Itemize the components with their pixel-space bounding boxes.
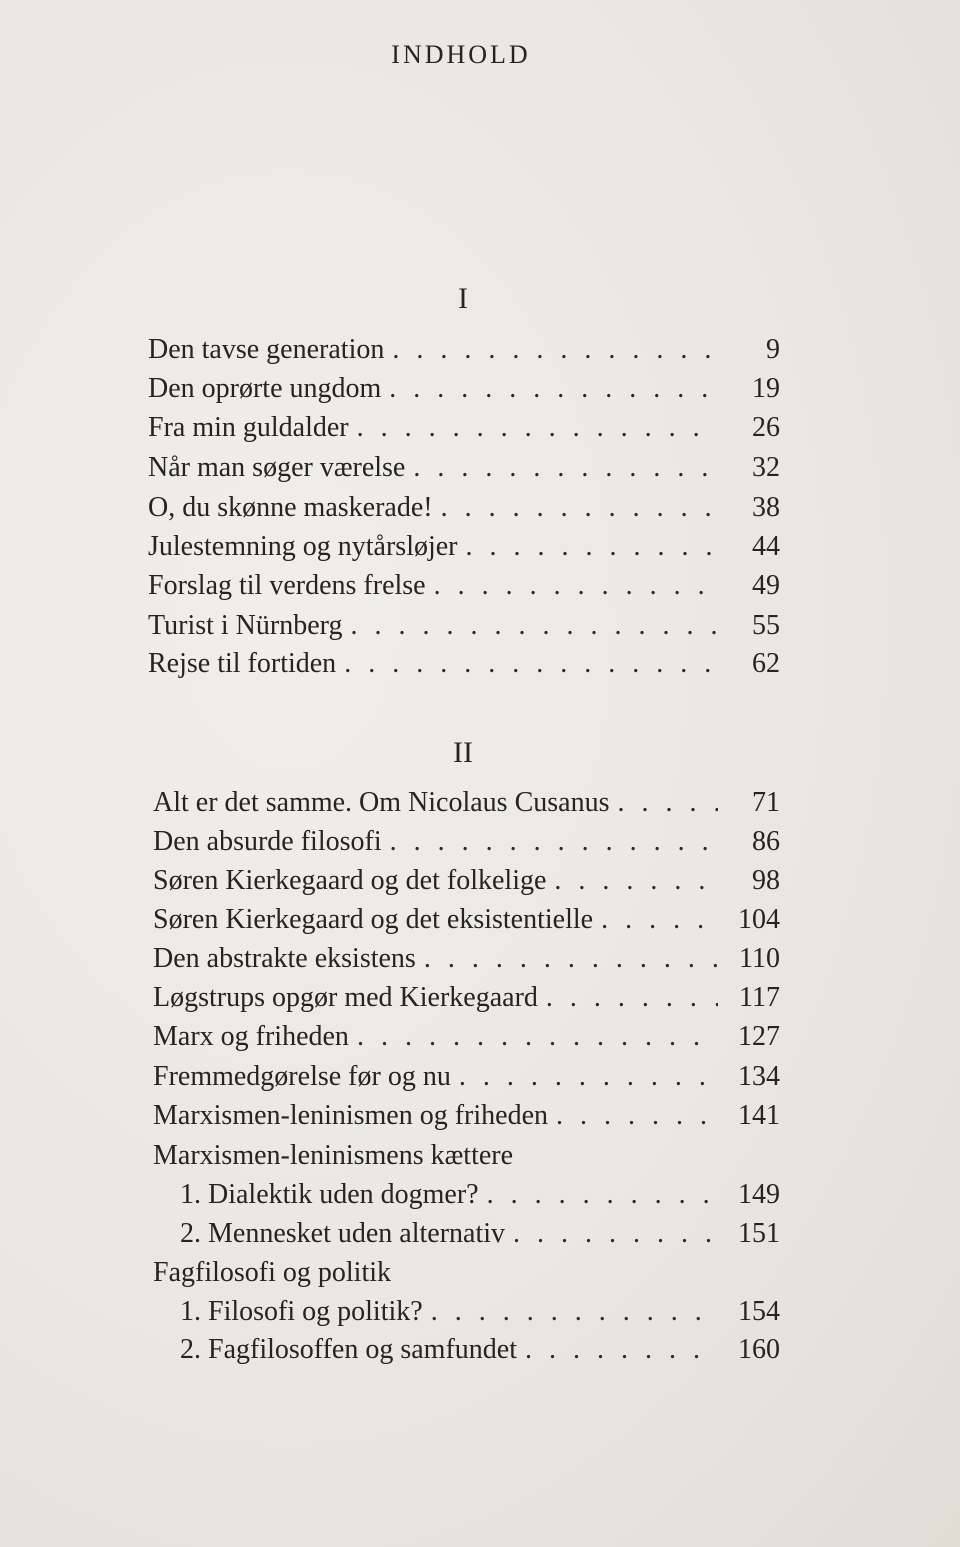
dot-leader — [392, 334, 718, 366]
toc-entry-title: 2. Mennesket uden alternativ — [180, 1218, 506, 1249]
dot-leader — [344, 648, 718, 680]
toc-entry — [148, 648, 780, 684]
toc-entry-title: Løgstrups opgør med Kierkegaard — [153, 982, 538, 1013]
dot-leader — [546, 982, 718, 1014]
toc-page-number: 26 — [752, 412, 780, 443]
toc-entry-title: 1. Filosofi og politik? — [180, 1296, 423, 1327]
toc-page-number: 55 — [752, 610, 780, 641]
dot-leader — [525, 1334, 718, 1366]
toc-page-number: 117 — [739, 982, 780, 1013]
toc-entry — [180, 1296, 780, 1332]
toc-entry — [148, 570, 780, 606]
toc-entry — [153, 982, 780, 1018]
toc-entry-title: Den oprørte ungdom — [148, 373, 382, 404]
dot-leader — [389, 373, 718, 405]
toc-entry-title: Rejse til fortiden — [148, 648, 337, 679]
toc-page-number: 86 — [752, 826, 780, 857]
toc-entry — [153, 904, 780, 940]
toc-entry — [180, 1334, 780, 1370]
toc-entry — [153, 943, 780, 979]
dot-leader — [357, 412, 718, 444]
dot-leader — [513, 1218, 718, 1250]
toc-entry-title: Søren Kierkegaard og det eksistentielle — [153, 904, 594, 935]
toc-entry — [153, 787, 780, 823]
section-heading-1: I — [458, 282, 468, 315]
toc-entry-title: Når man søger værelse — [148, 452, 406, 483]
dot-leader — [357, 1021, 718, 1053]
toc-page-number: 127 — [738, 1021, 780, 1052]
toc-page-number: 141 — [738, 1100, 780, 1131]
dot-leader — [601, 904, 718, 936]
toc-entry-title: Alt er det samme. Om Nicolaus Cusanus — [153, 787, 610, 818]
page-title: INDHOLD — [391, 40, 531, 69]
dot-leader — [434, 570, 718, 602]
toc-entry — [153, 826, 780, 862]
dot-leader — [413, 452, 718, 484]
toc-entry-title: Fra min guldalder — [148, 412, 349, 443]
toc-entry-title: Den tavse generation — [148, 334, 385, 365]
dot-leader — [556, 1100, 718, 1132]
toc-entry — [148, 373, 780, 409]
toc-page-number: 149 — [738, 1179, 780, 1210]
toc-entry — [153, 1100, 780, 1136]
toc-entry — [148, 334, 780, 370]
toc-entry-title: Julestemning og nytårsløjer — [148, 531, 458, 562]
dot-leader — [390, 826, 718, 858]
toc-entry — [153, 1061, 780, 1097]
toc-page-number: 160 — [738, 1334, 780, 1365]
toc-entry-title: Forslag til verdens frelse — [148, 570, 426, 601]
toc-entry-title: 1. Dialektik uden dogmer? — [180, 1179, 479, 1210]
toc-entry-title: Fremmedgørelse før og nu — [153, 1061, 451, 1092]
dot-leader — [487, 1179, 718, 1211]
toc-entry-title: 2. Fagfilosoffen og samfundet — [180, 1334, 517, 1365]
toc-page-number: 62 — [752, 648, 780, 679]
toc-page-number: 32 — [752, 452, 780, 483]
toc-entry — [148, 412, 780, 448]
toc-entry-title: Søren Kierkegaard og det folkelige — [153, 865, 547, 896]
toc-page-number: 19 — [752, 373, 780, 404]
toc-entry — [180, 1179, 780, 1215]
toc-group-heading: Fagfilosofi og politik — [153, 1257, 391, 1288]
toc-entry-title: Marx og friheden — [153, 1021, 349, 1052]
toc-entry-title: Den absurde filosofi — [153, 826, 382, 857]
toc-entry — [153, 865, 780, 901]
dot-leader — [424, 943, 718, 975]
toc-page-number: 98 — [752, 865, 780, 896]
toc-page-number: 104 — [738, 904, 780, 935]
toc-entry-title: Marxismen-leninismen og friheden — [153, 1100, 549, 1131]
toc-page-number: 151 — [738, 1218, 780, 1249]
dot-leader — [350, 610, 718, 642]
toc-entry-title: Den abstrakte eksistens — [153, 943, 416, 974]
toc-page-number: 110 — [739, 943, 780, 974]
dot-leader — [466, 531, 718, 563]
dot-leader — [441, 492, 718, 524]
toc-page-number: 9 — [766, 334, 780, 365]
toc-page-number: 44 — [752, 531, 780, 562]
toc-page-number: 49 — [752, 570, 780, 601]
toc-entry — [148, 531, 780, 567]
toc-entry — [148, 610, 780, 646]
toc-entry-title: Turist i Nürnberg — [148, 610, 343, 641]
section-heading-2: II — [453, 736, 473, 769]
dot-leader — [617, 787, 718, 819]
toc-page-number: 134 — [738, 1061, 780, 1092]
dot-leader — [554, 865, 718, 897]
toc-entry — [148, 492, 780, 528]
toc-entry — [148, 452, 780, 488]
toc-entry — [180, 1218, 780, 1254]
toc-page-number: 71 — [752, 787, 780, 818]
toc-page-number: 38 — [752, 492, 780, 523]
toc-entry-title: O, du skønne maskerade! — [148, 492, 433, 523]
toc-entry — [153, 1021, 780, 1057]
dot-leader — [459, 1061, 718, 1093]
toc-group-heading: Marxismen-leninismens kættere — [153, 1140, 514, 1171]
toc-page-number: 154 — [738, 1296, 780, 1327]
dot-leader — [431, 1296, 718, 1328]
